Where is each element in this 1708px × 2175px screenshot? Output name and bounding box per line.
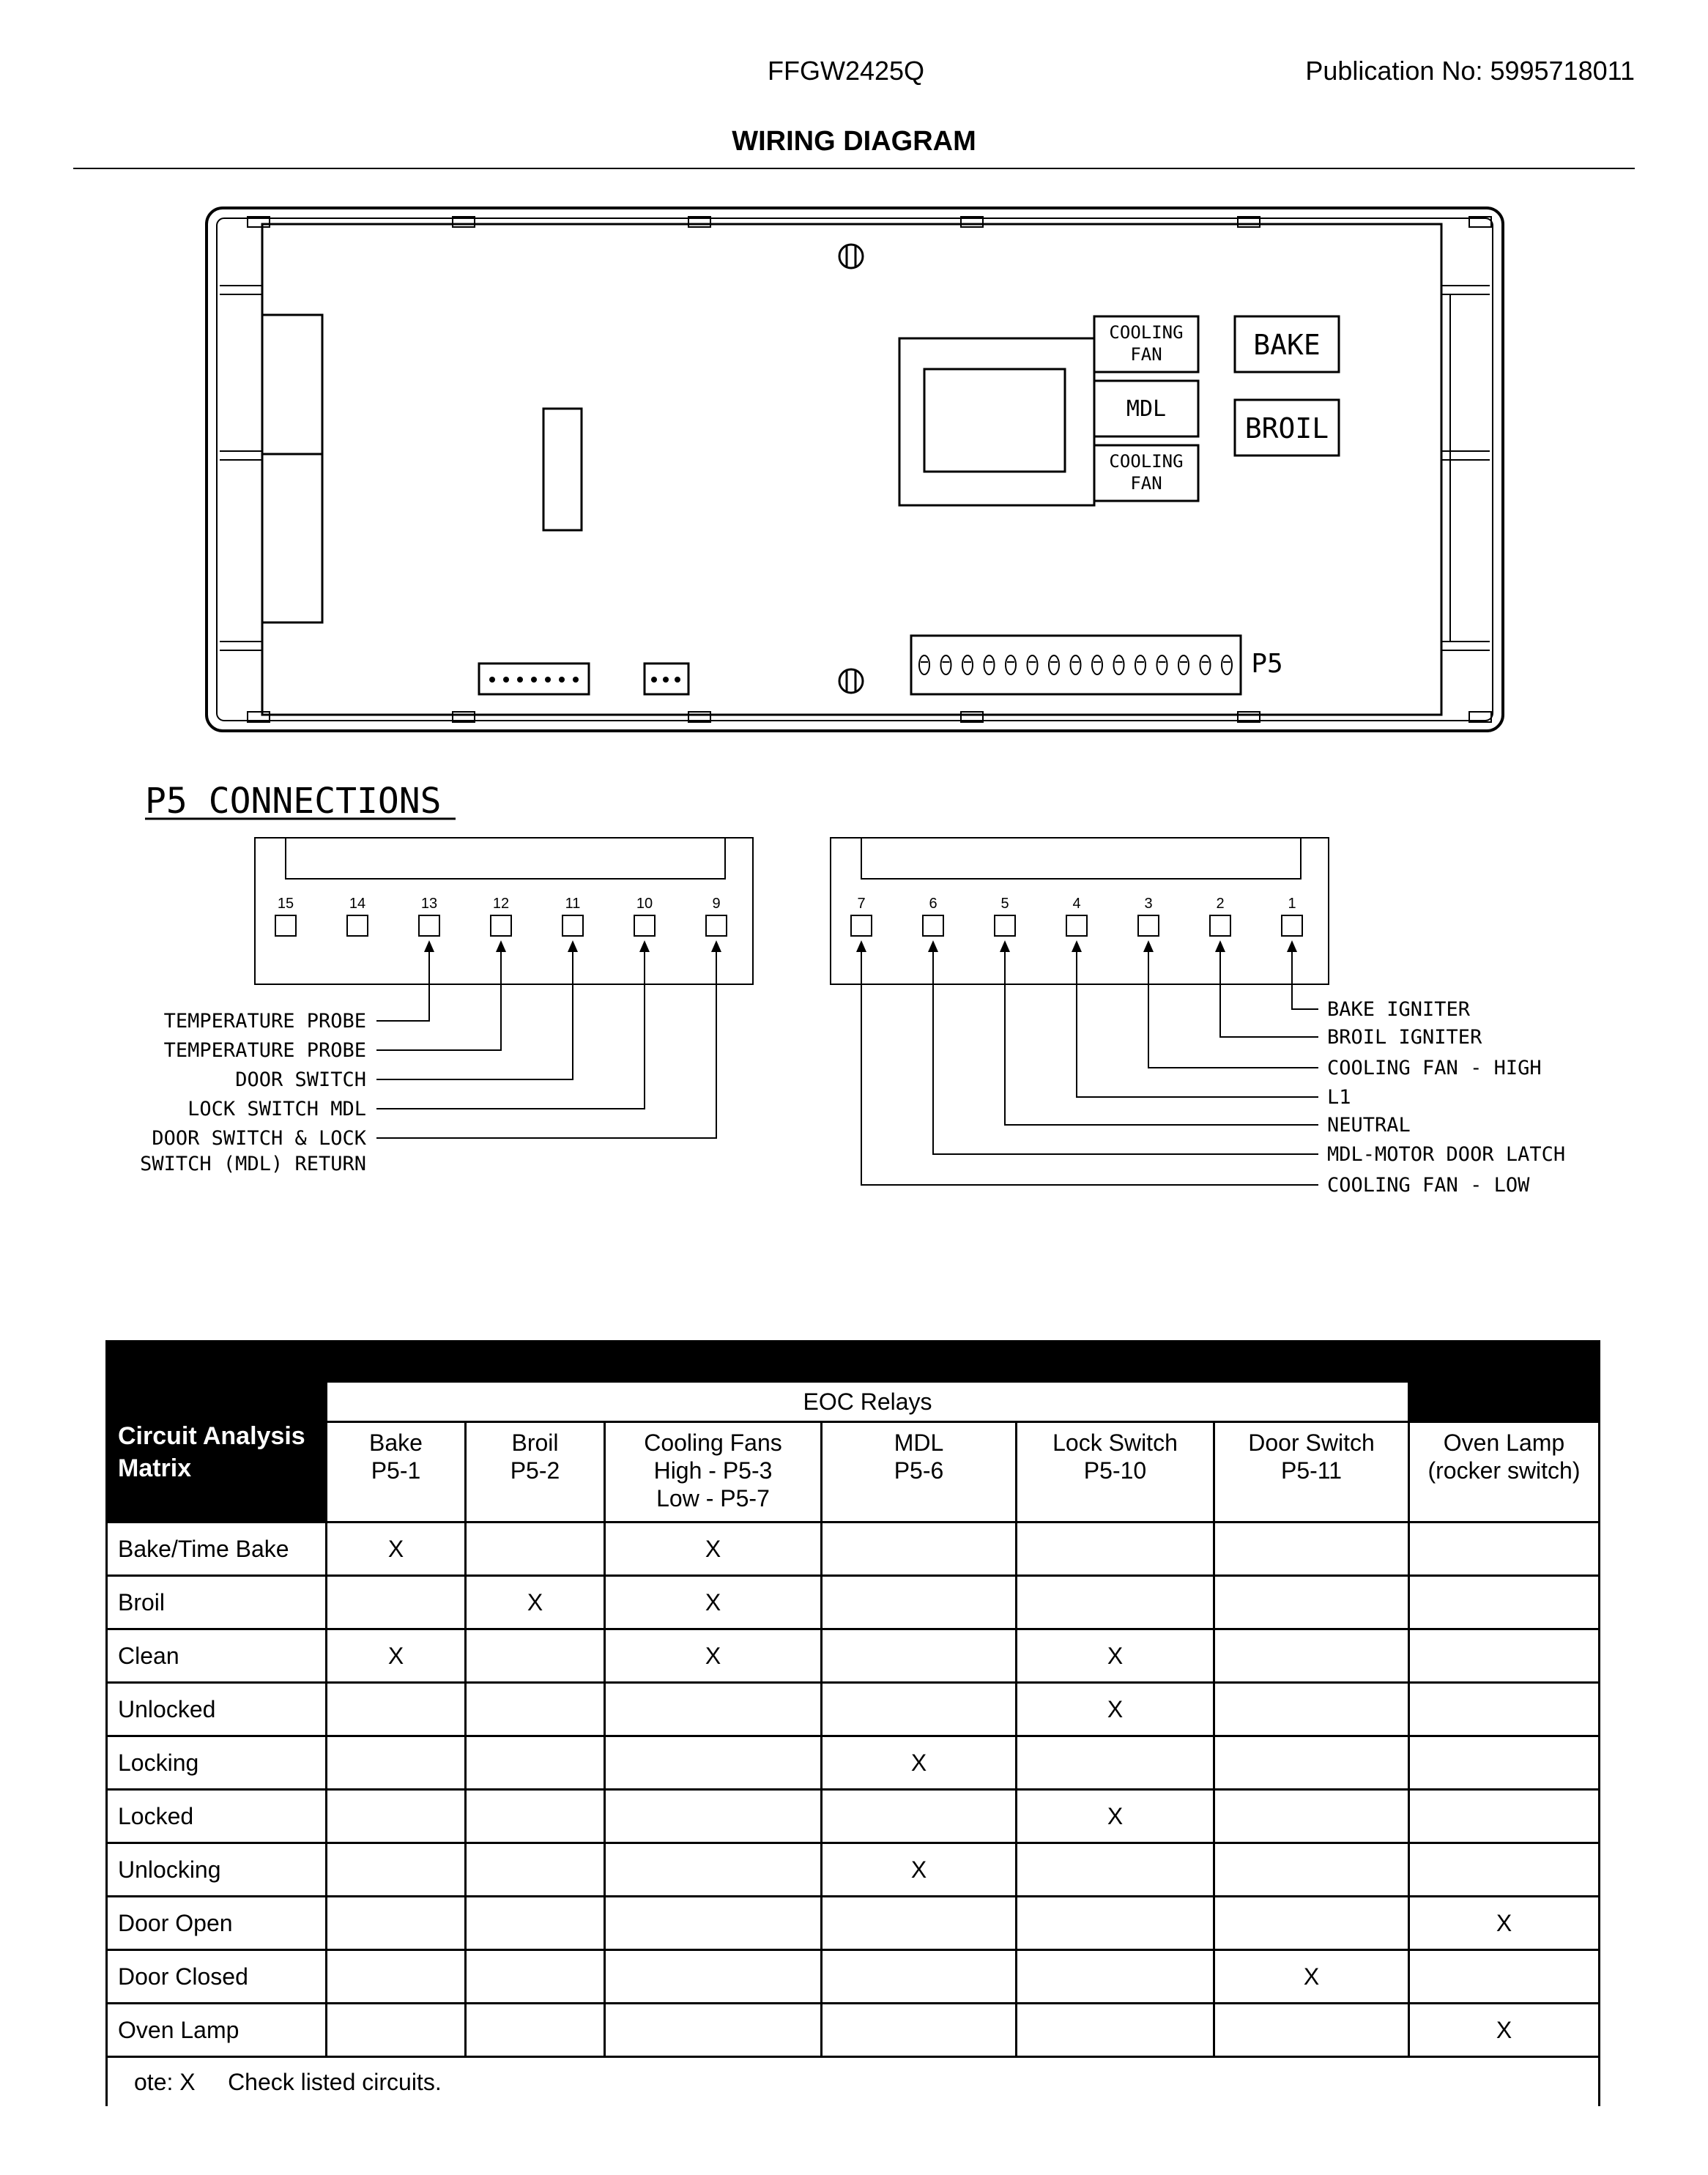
pin-12-number: 12 xyxy=(492,896,510,912)
table-row xyxy=(107,1897,1600,1950)
table-row xyxy=(107,1790,1600,1843)
table-cell xyxy=(822,1950,1017,2004)
table-cell xyxy=(466,1629,605,1683)
pin-11-number: 11 xyxy=(565,896,581,912)
table-cell xyxy=(605,1897,822,1950)
table-row xyxy=(107,1576,1600,1629)
right-label-pin-1: BAKE IGNITER xyxy=(1327,998,1471,1021)
cooling-fan-top-label-1: COOLING xyxy=(1109,322,1184,343)
table-cell: X xyxy=(822,1736,1017,1790)
table-cell xyxy=(327,1576,466,1629)
table-cell: X xyxy=(327,1522,466,1576)
right-label-pin-4: L1 xyxy=(1327,1086,1351,1109)
matrix-corner-title xyxy=(107,1382,327,1522)
table-row xyxy=(107,1522,1600,1576)
pin-11-socket xyxy=(562,915,583,936)
p5-pin xyxy=(962,655,973,674)
arrow-icon xyxy=(1287,940,1297,952)
model-number: FFGW2425Q xyxy=(768,56,925,86)
p5-pin xyxy=(1222,655,1232,674)
connector-pin xyxy=(651,677,657,683)
pin-7-socket xyxy=(851,915,872,936)
table-cell xyxy=(327,1683,466,1736)
arrow-icon xyxy=(1072,940,1082,952)
left-label-pin-11: DOOR SWITCH xyxy=(235,1068,366,1091)
p5-right-block-slot xyxy=(861,838,1301,879)
table-row xyxy=(107,1843,1600,1897)
arrow-icon xyxy=(1215,940,1225,952)
pin-9-number: 9 xyxy=(712,896,721,912)
matrix-column-header xyxy=(1214,1422,1409,1522)
pin-5-socket xyxy=(995,915,1015,936)
table-cell xyxy=(327,1790,466,1843)
table-cell xyxy=(1409,1629,1600,1683)
arrow-icon xyxy=(928,940,938,952)
table-cell xyxy=(466,1522,605,1576)
pin-3-number: 3 xyxy=(1144,896,1153,912)
pin-15-socket xyxy=(275,915,296,936)
row-label: Bake/Time Bake xyxy=(107,1522,327,1576)
pin-7-number: 7 xyxy=(857,896,866,912)
table-cell xyxy=(1017,1736,1214,1790)
table-cell xyxy=(1409,1683,1600,1736)
table-cell xyxy=(605,1683,822,1736)
pin-10-number: 10 xyxy=(636,896,653,912)
p5-pin xyxy=(1028,655,1038,674)
right-label-pin-6: MDL-MOTOR DOOR LATCH xyxy=(1327,1143,1566,1166)
table-cell: X xyxy=(605,1629,822,1683)
table-cell xyxy=(605,1843,822,1897)
pin-3-socket xyxy=(1138,915,1159,936)
row-label: Unlocking xyxy=(107,1843,327,1897)
p5-pin xyxy=(1006,655,1016,674)
board-outer-frame xyxy=(207,208,1503,731)
table-cell xyxy=(466,1736,605,1790)
table-cell xyxy=(1214,1576,1409,1629)
table-cell xyxy=(1017,1522,1214,1576)
table-row xyxy=(107,1950,1600,2004)
table-cell xyxy=(1017,1897,1214,1950)
display-window xyxy=(924,369,1065,472)
column-header-line: MDL xyxy=(894,1429,944,1456)
table-cell: X xyxy=(605,1522,822,1576)
circuit-analysis-matrix xyxy=(105,1340,1600,2106)
matrix-column-header xyxy=(327,1422,466,1522)
arrow-icon xyxy=(856,940,866,952)
table-cell xyxy=(605,1950,822,2004)
relay-component xyxy=(543,409,582,530)
connector-pin xyxy=(573,677,579,683)
pin-6-socket xyxy=(923,915,943,936)
pin-14-socket xyxy=(347,915,368,936)
table-cell xyxy=(327,1843,466,1897)
left-label-pin-9: DOOR SWITCH & LOCK xyxy=(152,1127,366,1150)
table-cell xyxy=(605,1736,822,1790)
control-board xyxy=(207,208,1503,731)
table-cell xyxy=(1214,1629,1409,1683)
matrix-column-header xyxy=(1409,1422,1600,1522)
p5-pin xyxy=(1092,655,1102,674)
matrix-column-header xyxy=(466,1422,605,1522)
connector-pin xyxy=(559,677,565,683)
table-cell: X xyxy=(822,1843,1017,1897)
p5-pin xyxy=(1114,655,1124,674)
column-header-line: High - P5-3 xyxy=(653,1457,773,1484)
table-cell xyxy=(327,1897,466,1950)
table-cell: X xyxy=(466,1576,605,1629)
wire-pin-10 xyxy=(376,949,645,1109)
right-label-pin-3: COOLING FAN - HIGH xyxy=(1327,1057,1542,1079)
table-cell xyxy=(327,2004,466,2057)
table-cell xyxy=(327,1736,466,1790)
table-cell xyxy=(1017,1950,1214,2004)
matrix-top-right-band xyxy=(1409,1382,1600,1422)
table-cell xyxy=(327,1950,466,2004)
table-cell xyxy=(1214,1736,1409,1790)
table-cell xyxy=(466,1683,605,1736)
cooling-fan-bottom-label-2: FAN xyxy=(1130,473,1162,494)
table-cell xyxy=(1017,2004,1214,2057)
column-header-line: P5-11 xyxy=(1280,1457,1342,1484)
column-header-line: P5-6 xyxy=(894,1457,944,1484)
table-cell xyxy=(822,1790,1017,1843)
pin-15-number: 15 xyxy=(277,896,294,912)
table-cell xyxy=(466,1790,605,1843)
row-label: Broil xyxy=(107,1576,327,1629)
pin-9-socket xyxy=(706,915,727,936)
table-cell: X xyxy=(1409,1897,1600,1950)
table-cell: X xyxy=(327,1629,466,1683)
p5-left-block-slot xyxy=(286,838,725,879)
column-header-line: (rocker switch) xyxy=(1427,1457,1581,1484)
connector-pin xyxy=(503,677,509,683)
wire-pin-12 xyxy=(376,949,501,1050)
arrow-icon xyxy=(424,940,434,952)
pin-2-socket xyxy=(1210,915,1230,936)
table-cell xyxy=(1214,1843,1409,1897)
table-cell xyxy=(1214,2004,1409,2057)
cooling-fan-top-label-2: FAN xyxy=(1130,344,1162,365)
connector-pin xyxy=(489,677,495,683)
left-label-pin-10: LOCK SWITCH MDL xyxy=(187,1098,366,1120)
table-row xyxy=(107,1629,1600,1683)
matrix-title-line-1: Circuit Analysis xyxy=(118,1421,305,1450)
board-inner-frame xyxy=(217,218,1493,721)
p5-pin xyxy=(1157,655,1167,674)
pin-1-number: 1 xyxy=(1288,896,1296,912)
table-row xyxy=(107,1736,1600,1790)
column-header-line: Broil xyxy=(511,1429,559,1456)
table-cell: X xyxy=(605,1576,822,1629)
page-title: WIRING DIAGRAM xyxy=(732,126,976,157)
column-header-line: P5-10 xyxy=(1083,1457,1147,1484)
table-cell xyxy=(822,1629,1017,1683)
wire-pin-9 xyxy=(376,949,716,1138)
row-label: Door Open xyxy=(107,1897,327,1950)
table-cell: X xyxy=(1017,1683,1214,1736)
pin-1-socket xyxy=(1282,915,1302,936)
p5-connections-title: P5 CONNECTIONS xyxy=(145,781,442,822)
matrix-column-header xyxy=(1017,1422,1214,1522)
left-label-pin-9: SWITCH (MDL) RETURN xyxy=(140,1153,366,1175)
matrix-column-header xyxy=(605,1422,822,1522)
eoc-relays-header: EOC Relays xyxy=(327,1382,1409,1422)
right-label-pin-7: COOLING FAN - LOW xyxy=(1327,1174,1530,1197)
arrow-icon xyxy=(568,940,578,952)
arrow-icon xyxy=(639,940,650,952)
matrix-column-header xyxy=(822,1422,1017,1522)
wire-pin-11 xyxy=(376,949,573,1079)
p5-label: P5 xyxy=(1251,649,1283,679)
table-cell xyxy=(466,1950,605,2004)
row-label: Clean xyxy=(107,1629,327,1683)
matrix-top-band xyxy=(107,1342,1600,1382)
arrow-icon xyxy=(1143,940,1154,952)
connector-pin xyxy=(663,677,669,683)
row-label: Locked xyxy=(107,1790,327,1843)
table-cell xyxy=(1214,1897,1409,1950)
pin-4-number: 4 xyxy=(1072,896,1081,912)
arrow-icon xyxy=(496,940,506,952)
row-label: Door Closed xyxy=(107,1950,327,2004)
pin-13-number: 13 xyxy=(420,896,438,912)
table-cell xyxy=(822,1522,1017,1576)
pin-5-number: 5 xyxy=(1000,896,1009,912)
connector-pin xyxy=(531,677,537,683)
right-label-pin-2: BROIL IGNITER xyxy=(1327,1026,1482,1049)
table-cell xyxy=(1409,1790,1600,1843)
connector-pin xyxy=(517,677,523,683)
wire-pin-2 xyxy=(1220,949,1318,1037)
table-cell xyxy=(1409,1522,1600,1576)
table-row xyxy=(107,2004,1600,2057)
board-body xyxy=(262,224,1441,715)
p5-pin xyxy=(1135,655,1146,674)
table-cell xyxy=(822,2004,1017,2057)
column-header-line: Cooling Fans xyxy=(644,1429,782,1456)
table-row xyxy=(107,1683,1600,1736)
column-header-line: P5-2 xyxy=(510,1457,560,1484)
p5-pin xyxy=(1178,655,1189,674)
connector-pin xyxy=(545,677,551,683)
cooling-fan-bottom-label-1: COOLING xyxy=(1109,451,1184,472)
broil-label: BROIL xyxy=(1244,412,1329,445)
table-cell xyxy=(822,1897,1017,1950)
p5-pin xyxy=(919,655,929,674)
screw-icon xyxy=(839,245,863,693)
table-cell: X xyxy=(1017,1790,1214,1843)
column-header-line: Lock Switch xyxy=(1052,1429,1178,1456)
matrix-title-line-2: Matrix xyxy=(118,1454,192,1482)
p5-pin xyxy=(1049,655,1059,674)
wire-pin-6 xyxy=(933,949,1318,1154)
table-cell xyxy=(1409,1843,1600,1897)
left-bracket xyxy=(262,315,322,622)
arrow-icon xyxy=(711,940,721,952)
publication-number: Publication No: 5995718011 xyxy=(1305,56,1635,86)
right-label-pin-5: NEUTRAL xyxy=(1327,1114,1411,1137)
pin-10-socket xyxy=(634,915,655,936)
wire-pin-1 xyxy=(1292,949,1318,1009)
p5-pin xyxy=(941,655,951,674)
p5-connector xyxy=(911,636,1241,694)
table-cell xyxy=(1409,1950,1600,2004)
mdl-label: MDL xyxy=(1126,396,1167,422)
arrow-icon xyxy=(1000,940,1010,952)
row-label: Locking xyxy=(107,1736,327,1790)
pin-4-socket xyxy=(1066,915,1087,936)
pin-14-number: 14 xyxy=(349,896,366,912)
table-cell: X xyxy=(1017,1629,1214,1683)
table-cell xyxy=(1409,1736,1600,1790)
p5-pin xyxy=(1200,655,1211,674)
table-cell xyxy=(822,1576,1017,1629)
bake-label: BAKE xyxy=(1253,329,1321,361)
table-cell xyxy=(466,1843,605,1897)
column-header-line: Door Switch xyxy=(1248,1429,1375,1456)
row-label: Unlocked xyxy=(107,1683,327,1736)
table-cell xyxy=(1017,1576,1214,1629)
left-label-pin-13: TEMPERATURE PROBE xyxy=(163,1010,366,1033)
table-cell xyxy=(1017,1843,1214,1897)
connector-pin xyxy=(675,677,680,683)
table-cell xyxy=(1409,1576,1600,1629)
table-cell xyxy=(1214,1683,1409,1736)
left-label-pin-12: TEMPERATURE PROBE xyxy=(163,1039,366,1062)
pin-6-number: 6 xyxy=(929,896,937,912)
column-header-line: Oven Lamp xyxy=(1443,1429,1565,1456)
p5-pin xyxy=(1071,655,1081,674)
table-cell xyxy=(605,2004,822,2057)
row-label: Oven Lamp xyxy=(107,2004,327,2057)
table-cell xyxy=(605,1790,822,1843)
pin-2-number: 2 xyxy=(1216,896,1225,912)
table-cell xyxy=(1214,1522,1409,1576)
table-cell xyxy=(466,1897,605,1950)
column-header-line: Bake xyxy=(369,1429,423,1456)
table-cell: X xyxy=(1214,1950,1409,2004)
table-cell xyxy=(1214,1790,1409,1843)
matrix-note: ote: X Check listed circuits. xyxy=(107,2057,1600,2107)
table-cell xyxy=(822,1683,1017,1736)
wire-pin-4 xyxy=(1077,949,1318,1097)
pin-12-socket xyxy=(491,915,511,936)
column-header-line: Low - P5-7 xyxy=(656,1485,770,1512)
table-cell: X xyxy=(1409,2004,1600,2057)
table-cell xyxy=(466,2004,605,2057)
p5-pin xyxy=(984,655,995,674)
pin-13-socket xyxy=(419,915,439,936)
column-header-line: P5-1 xyxy=(371,1457,421,1484)
